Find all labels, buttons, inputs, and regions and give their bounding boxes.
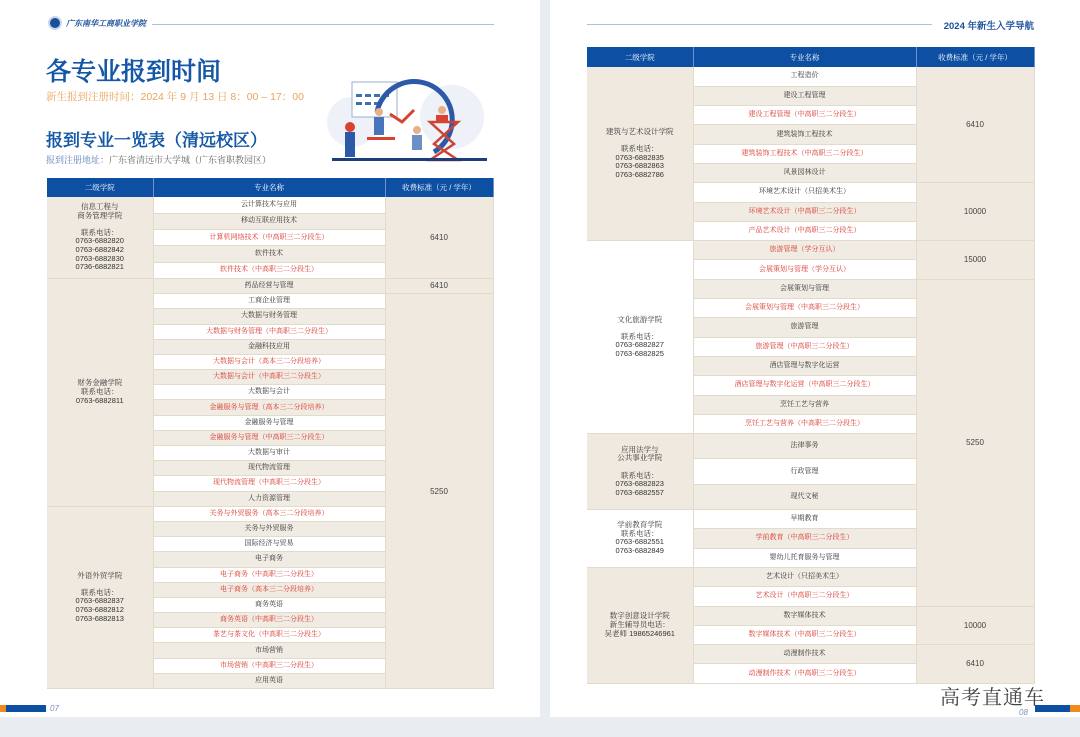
- major-name: 风景园林设计: [693, 163, 916, 182]
- page-number: 07: [50, 704, 59, 713]
- footer-accent-blue: [6, 705, 46, 712]
- major-name: 环境艺术设计（中高职三二分段生）: [693, 202, 916, 221]
- fee-cell: 10000: [916, 606, 1034, 645]
- section-title: 报到专业一览表（清远校区）: [46, 131, 267, 150]
- major-name: 市场营销: [153, 643, 385, 658]
- major-name: 大数据与会计: [153, 385, 385, 400]
- major-name: 金融服务与管理: [153, 415, 385, 430]
- school-name: 广东南华工商职业学院: [66, 18, 146, 28]
- major-name: 早期教育: [693, 510, 916, 529]
- table-row: [47, 197, 493, 213]
- header-divider: [152, 24, 494, 25]
- major-name: 茶艺与茶文化（中高职三二分段生）: [153, 628, 385, 643]
- registration-address: [46, 153, 271, 166]
- major-name: 移动互联应用技术: [153, 213, 385, 229]
- major-name: 现代文秘: [693, 484, 916, 509]
- major-name: 金融服务与管理（中高职三二分段生）: [153, 430, 385, 445]
- major-name: 旅游管理: [693, 318, 916, 337]
- major-name: 云计算技术与应用: [153, 197, 385, 213]
- fee-cell: 5250: [916, 279, 1034, 606]
- college-cell: 应用法学与 公共事业学院 联系电话： 0763-6882823 0763-6882557: [587, 434, 693, 510]
- major-name: 电子商务（中高职三二分段生）: [153, 567, 385, 582]
- table-row: [587, 241, 1034, 260]
- major-name: 软件技术: [153, 246, 385, 262]
- clock-illustration: [322, 72, 497, 164]
- column-header-major: 专业名称: [153, 178, 385, 197]
- major-name: 酒店管理与数字化运营（中高职三二分段生）: [693, 376, 916, 395]
- major-name: 市场营销（中高职三二分段生）: [153, 658, 385, 673]
- major-name: 大数据与审计: [153, 446, 385, 461]
- college-cell: 文化旅游学院 联系电话： 0763-6882827 0763-6882825: [587, 241, 693, 434]
- major-name: 国际经济与贸易: [153, 537, 385, 552]
- major-name: 艺术设计（只招美术生）: [693, 567, 916, 586]
- college-cell: 外语外贸学院 联系电话： 0763-6882837 0763-6882812 0763-6882813: [47, 506, 153, 688]
- major-name: 数字媒体技术（中高职三二分段生）: [693, 625, 916, 644]
- major-name: 商务英语（中高职三二分段生）: [153, 613, 385, 628]
- major-name: 应用英语: [153, 673, 385, 688]
- major-name: 烹饪工艺与营养: [693, 395, 916, 414]
- major-name: 行政管理: [693, 459, 916, 484]
- fee-cell: 6410: [916, 67, 1034, 183]
- major-name: 电子商务: [153, 552, 385, 567]
- major-name: 关务与外贸服务: [153, 521, 385, 536]
- major-name: 金融科技应用: [153, 339, 385, 354]
- major-name: 大数据与会计（中高职三二分段生）: [153, 370, 385, 385]
- column-header-major: 专业名称: [693, 47, 916, 67]
- college-cell: 学前教育学院 联系电话： 0763-6882551 0763-6882849: [587, 510, 693, 568]
- major-name: 建设工程管理: [693, 86, 916, 105]
- page-number: 08: [1019, 708, 1028, 717]
- registration-time: 新生报到注册时间：2024 年 9 月 13 日 8：00 – 17：00: [46, 91, 304, 103]
- header-divider: [587, 24, 932, 25]
- major-name: 环境艺术设计（只招美术生）: [693, 183, 916, 202]
- major-name: 烹饪工艺与营养（中高职三二分段生）: [693, 414, 916, 433]
- major-name: 会展策划与管理（中高职三二分段生）: [693, 299, 916, 318]
- major-name: 旅游管理（学分互认）: [693, 241, 916, 260]
- column-header-fee: 收费标准（元 / 学年）: [916, 47, 1034, 67]
- college-cell: 财务金融学院 联系电话： 0763-6882811: [47, 278, 153, 506]
- major-name: 建筑装饰工程技术: [693, 125, 916, 144]
- address-label: 报到注册地址：: [46, 155, 110, 165]
- major-name: 药品经营与管理: [153, 278, 385, 293]
- school-emblem-icon: [48, 16, 62, 30]
- table-row: [587, 67, 1034, 86]
- major-name: 现代物流管理（中高职三二分段生）: [153, 476, 385, 491]
- major-name: 现代物流管理: [153, 461, 385, 476]
- major-name: 工商企业管理: [153, 294, 385, 309]
- major-name: 学前教育（中高职三二分段生）: [693, 529, 916, 548]
- major-name: 法律事务: [693, 434, 916, 459]
- fee-cell: 6410: [385, 197, 493, 278]
- address-value: 广东省清远市大学城（广东省职教园区）: [109, 155, 272, 165]
- major-name: 人力资源管理: [153, 491, 385, 506]
- page-title: 各专业报到时间: [46, 58, 222, 86]
- major-name: 数字媒体技术: [693, 606, 916, 625]
- major-name: 酒店管理与数字化运营: [693, 356, 916, 375]
- footer-accent-orange: [1070, 705, 1080, 712]
- column-header-college: 二级学院: [47, 178, 153, 197]
- fee-cell: 15000: [916, 241, 1034, 280]
- fee-cell: 5250: [385, 294, 493, 689]
- major-name: 计算机网络技术（中高职三二分段生）: [153, 230, 385, 246]
- major-name: 旅游管理（中高职三二分段生）: [693, 337, 916, 356]
- major-name: 大数据与财务管理（中高职三二分段生）: [153, 324, 385, 339]
- major-name: 大数据与会计（高本三二分段培养）: [153, 354, 385, 369]
- college-cell: 信息工程与 商务管理学院 联系电话： 0763-6882820 0763-6882842 0763-6882830 0736-6882821: [47, 197, 153, 278]
- major-name: 电子商务（高本三二分段培养）: [153, 582, 385, 597]
- major-name: 产品艺术设计（中高职三二分段生）: [693, 221, 916, 240]
- watermark: 高考直通车: [940, 687, 1045, 709]
- major-name: 动漫制作技术（中高职三二分段生）: [693, 664, 916, 683]
- major-name: 软件技术（中高职三二分段生）: [153, 262, 385, 278]
- college-cell: 数字创意设计学院 新生辅导员电话： 吴老师 19865246961: [587, 567, 693, 683]
- major-name: 大数据与财务管理: [153, 309, 385, 324]
- major-name: 关务与外贸服务（高本三二分段培养）: [153, 506, 385, 521]
- fee-cell: 6410: [385, 278, 493, 293]
- majors-table-left: [47, 178, 494, 689]
- major-name: 建筑装饰工程技术（中高职三二分段生）: [693, 144, 916, 163]
- major-name: 会展策划与管理: [693, 279, 916, 298]
- major-name: 工程造价: [693, 67, 916, 86]
- school-logo: [48, 16, 146, 30]
- major-name: 建设工程管理（中高职三二分段生）: [693, 106, 916, 125]
- table-row: [47, 278, 493, 293]
- major-name: 婴幼儿托育服务与管理: [693, 548, 916, 567]
- fee-cell: 10000: [916, 183, 1034, 241]
- majors-table-right: [587, 47, 1035, 684]
- major-name: 艺术设计（中高职三二分段生）: [693, 587, 916, 606]
- major-name: 动漫制作技术: [693, 645, 916, 664]
- major-name: 金融服务与管理（高本三二分段培养）: [153, 400, 385, 415]
- column-header-college: 二级学院: [587, 47, 693, 67]
- major-name: 商务英语: [153, 597, 385, 612]
- fee-cell: 6410: [916, 645, 1034, 684]
- college-cell: 建筑与艺术设计学院 联系电话： 0763-6882835 0763-6882863 0763-6882786: [587, 67, 693, 241]
- guide-title: 2024 年新生入学导航: [943, 21, 1034, 32]
- major-name: 会展策划与管理（学分互认）: [693, 260, 916, 279]
- column-header-fee: 收费标准（元 / 学年）: [385, 178, 493, 197]
